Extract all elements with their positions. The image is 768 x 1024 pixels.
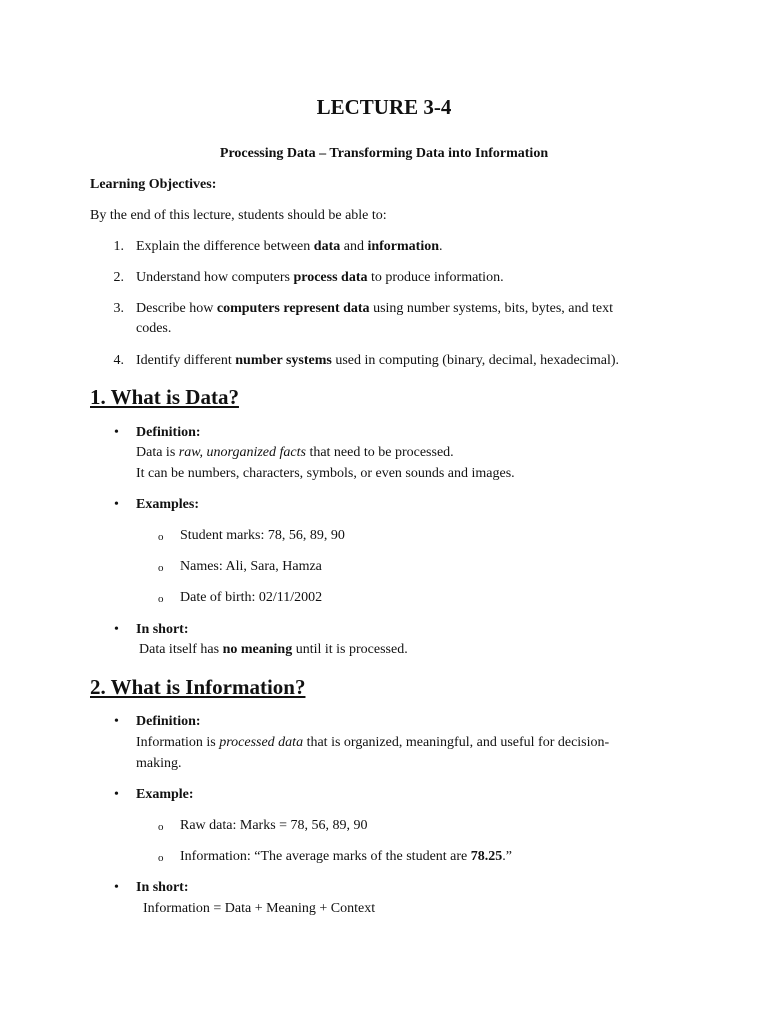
objective-item: Explain the difference between data and information. bbox=[136, 239, 443, 254]
definition-text-line2: It can be numbers, characters, symbols, or even sounds and images. bbox=[136, 466, 515, 481]
circle-bullet-icon: o bbox=[158, 562, 164, 574]
example-item: Student marks: 78, 56, 89, 90 bbox=[180, 528, 345, 543]
bullet-icon: • bbox=[114, 714, 119, 729]
in-short-label: In short: bbox=[136, 622, 189, 637]
circle-bullet-icon: o bbox=[158, 852, 164, 864]
objective-number: 4. bbox=[113, 353, 124, 368]
in-short-text: Information = Data + Meaning + Context bbox=[143, 901, 376, 916]
in-short-label: In short: bbox=[136, 880, 189, 895]
bullet-icon: • bbox=[114, 622, 119, 637]
example-item: Names: Ali, Sara, Hamza bbox=[180, 559, 322, 574]
objective-item: Describe how computers represent data using number systems, bits, bytes, and text bbox=[136, 301, 613, 316]
objectives-intro: By the end of this lecture, students should be able to: bbox=[90, 208, 387, 223]
bullet-icon: • bbox=[114, 880, 119, 895]
objective-number: 2. bbox=[113, 270, 124, 285]
example-item: Information: “The average marks of the student are 78.25.” bbox=[180, 849, 512, 864]
page-subtitle: Processing Data – Transforming Data into Information bbox=[219, 146, 549, 161]
definition-text: Data is raw, unorganized facts that need to be processed. bbox=[136, 445, 454, 460]
example-label: Example: bbox=[136, 787, 194, 802]
definition-label: Definition: bbox=[136, 714, 201, 729]
example-item: Date of birth: 02/11/2002 bbox=[180, 590, 323, 605]
circle-bullet-icon: o bbox=[158, 531, 164, 543]
definition-text: Information is processed data that is organized, meaningful, and useful for decision- bbox=[136, 735, 610, 750]
section-heading-data: 1. What is Data? bbox=[90, 385, 239, 409]
objective-number: 1. bbox=[113, 239, 124, 254]
bullet-icon: • bbox=[114, 787, 119, 802]
objective-item-continuation: codes. bbox=[136, 321, 172, 336]
objective-number: 3. bbox=[113, 301, 124, 316]
definition-text-line2: making. bbox=[136, 756, 182, 771]
in-short-text: Data itself has no meaning until it is processed. bbox=[139, 642, 408, 657]
bullet-icon: • bbox=[114, 497, 119, 512]
objective-item: Understand how computers process data to produce information. bbox=[136, 270, 504, 285]
page-title: LECTURE 3-4 bbox=[316, 95, 452, 119]
example-item: Raw data: Marks = 78, 56, 89, 90 bbox=[180, 818, 368, 833]
examples-label: Examples: bbox=[136, 497, 199, 512]
circle-bullet-icon: o bbox=[158, 593, 164, 605]
circle-bullet-icon: o bbox=[158, 821, 164, 833]
bullet-icon: • bbox=[114, 425, 119, 440]
section-heading-information: 2. What is Information? bbox=[90, 675, 306, 699]
definition-label: Definition: bbox=[136, 425, 201, 440]
objectives-heading: Learning Objectives: bbox=[90, 177, 217, 192]
objective-item: Identify different number systems used in computing (binary, decimal, hexadecimal). bbox=[136, 353, 620, 368]
